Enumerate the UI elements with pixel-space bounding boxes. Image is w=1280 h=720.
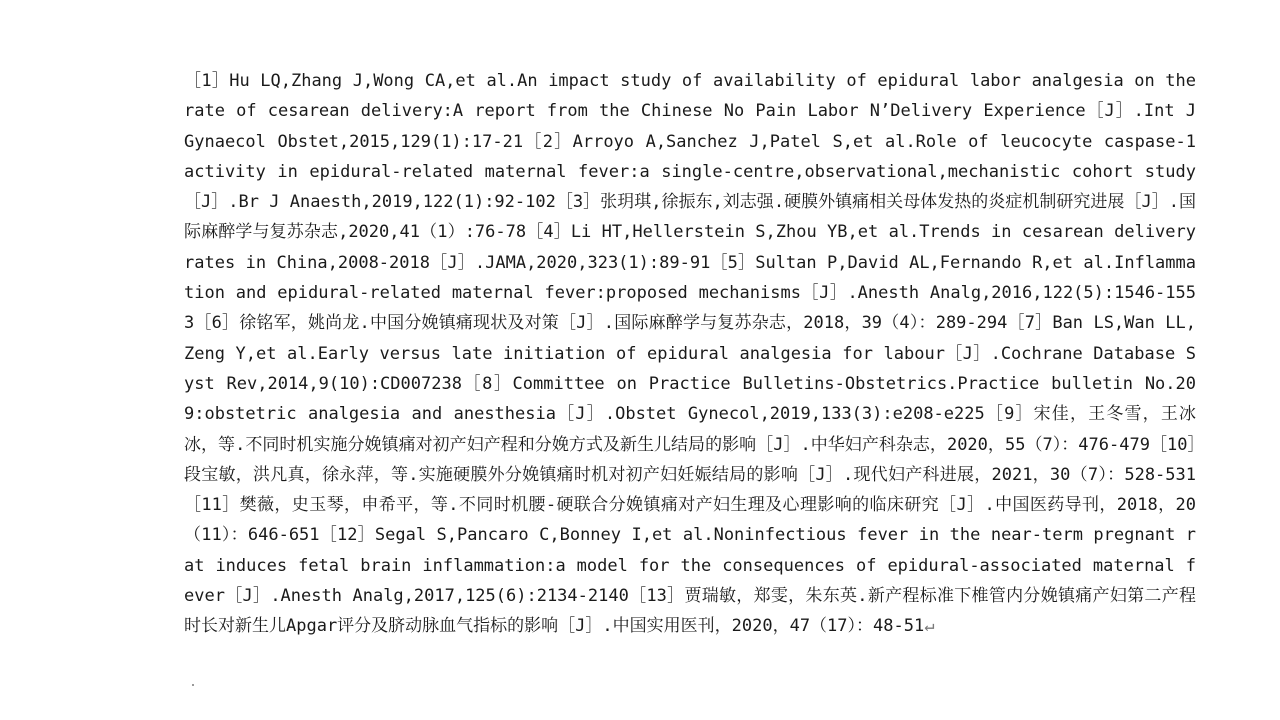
reference-list[interactable] [184, 66, 1196, 642]
text-cursor-mark [192, 684, 194, 686]
paragraph-mark: ↵ [924, 616, 935, 637]
reference-text: ［1］Hu LQ,Zhang J,Wong CA,et al.An impact study of availability of epidural labor analgesia on the rate of cesarean delivery:A report from the Chinese No Pain Labor N’Delivery Experience［J］.Int J Gynaecol Obstet,2015,129(1):17-21［2］Arroyo A,Sanchez J,Patel S,et al.Role of leucocyte caspase-1 activity in epidural-related maternal fever:a single-centre,observational,mechanistic cohort study［J］.Br J Anaesth,2019,122(1):92-102［3］张玥琪,徐振东,刘志强.硬膜外镇痛相关母体发热的炎症机制研究进展［J］.国际麻醉学与复苏杂志,2020,41（1）:76-78［4］Li HT,Hellerstein S,Zhou YB,et al.Trends in cesarean delivery rates in China,2008-2018［J］.JAMA,2020,323(1):89-91［5］Sultan P,David AL,Fernando R,et al.Inflammation and epidural-related maternal fever:proposed mechanisms［J］.Anesth Analg,2016,122(5):1546-1553［6］徐铭军，姚尚龙.中国分娩镇痛现状及对策［J］.国际麻醉学与复苏杂志，2018，39（4）：289-294［7］Ban LS,Wan LL,Zeng Y,et al.Early versus late initiation of epidural analgesia for labour［J］.Cochrane Database Syst Rev,2014,9(10):CD007238［8］Committee on Practice Bulletins-Obstetrics.Practice bulletin No.209:obstetric analgesia and anesthesia［J］.Obstet Gynecol,2019,133(3):e208-e225［9］宋佳，王冬雪，王冰冰，等.不同时机实施分娩镇痛对初产妇产程和分娩方式及新生儿结局的影响［J］.中华妇产科杂志，2020，55（7）：476-479［10］段宝敏，洪凡真，徐永萍，等.实施硬膜外分娩镇痛时机对初产妇妊娠结局的影响［J］.现代妇产科进展，2021，30（7）：528-531［11］樊薇，史玉琴，申希平，等.不同时机腰-硬联合分娩镇痛对产妇生理及心理影响的临床研究［J］.中国医药导刊，2018，20（11）：646-651［12］Segal S,Pancaro C,Bonney I,et al.Noninfectious fever in the near-term pregnant rat induces fetal brain inflammation:a model for the consequences of epidural-associated maternal fever［J］.Anesth Analg,2017,125(6):2134-2140［13］贾瑞敏，郑雯，朱东英.新产程标准下椎管内分娩镇痛产妇第二产程时长对新生儿Apgar评分及脐动脉血气指标的影响［J］.中国实用医刊，2020，47（17）：48-51 [184, 71, 1196, 637]
